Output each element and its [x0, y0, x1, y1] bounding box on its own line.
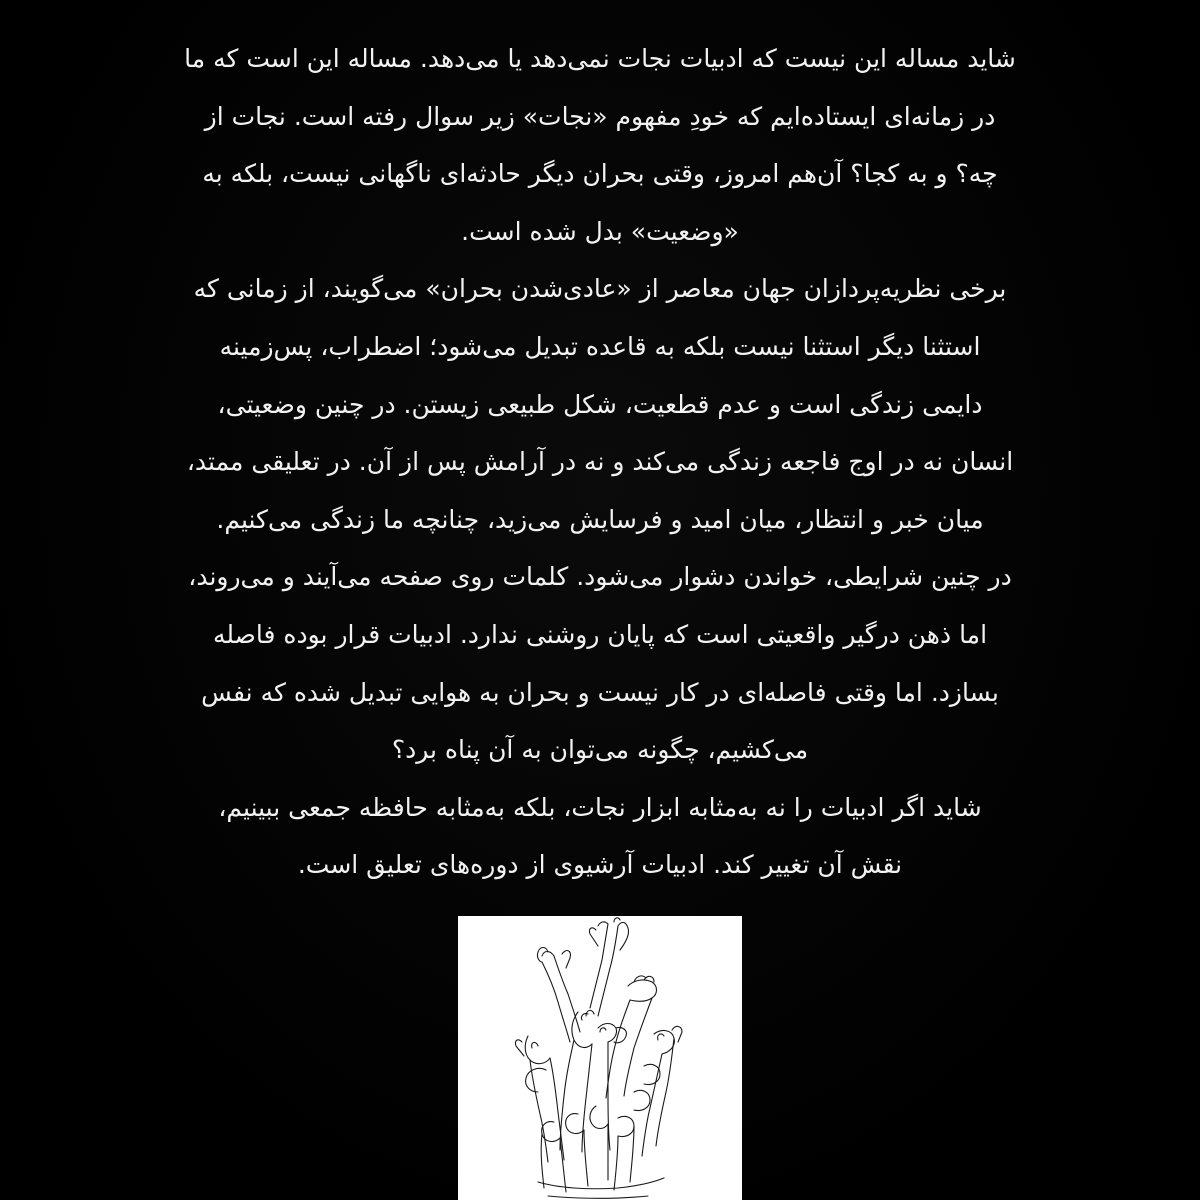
hands-illustration — [458, 916, 742, 1200]
text-line: استثنا دیگر استثنا نیست بلکه به قاعده تبدیل می‌شود؛ اضطراب، پس‌زمینه — [219, 331, 981, 361]
text-line: در چنین شرایطی، خواندن دشوار می‌شود. کلمات روی صفحه می‌آیند و می‌روند، — [188, 562, 1012, 592]
text-line: نقش آن تغییر کند. ادبیات آرشیوی از دوره‌های تعلیق است. — [297, 850, 903, 880]
text-line: شاید اگر ادبیات را نه به‌مثابه ابزار نجات، بلکه به‌مثابه حافظه جمعی ببینیم، — [218, 792, 982, 822]
text-line: میان خبر و انتظار، میان امید و فرسایش می‌زید، چنانچه ما زندگی می‌کنیم. — [216, 504, 984, 534]
text-line: می‌کشیم، چگونه می‌توان به آن پناه برد؟ — [391, 735, 809, 765]
text-line: اما ذهن درگیر واقعیتی است که پایان روشنی ندارد. ادبیات قرار بوده فاصله — [212, 619, 988, 649]
text-line: انسان نه در اوج فاجعه زندگی می‌کند و نه در آرامش پس از آن. در تعلیقی ممتد، — [186, 447, 1014, 477]
text-line: «وضعیت» بدل شده است. — [461, 216, 739, 246]
article-text — [60, 30, 1140, 894]
text-line: در زمانه‌ای ایستاده‌ایم که خودِ مفهوم «نجات» زیر سوال رفته است. نجات از — [204, 101, 996, 131]
reaching-hands-icon — [458, 916, 742, 1200]
text-line: بسازد. اما وقتی فاصله‌ای در کار نیست و بحران به هوایی تبدیل شده که نفس — [201, 677, 999, 707]
text-line: شاید مساله این نیست که ادبیات نجات نمی‌دهد یا می‌دهد. مساله این است که ما — [184, 44, 1016, 73]
text-line: دایمی زندگی است و عدم قطعیت، شکل طبیعی زیستن. در چنین وضعیتی، — [217, 389, 983, 419]
text-line: برخی نظریه‌پردازان جهان معاصر از «عادی‌شدن بحران» می‌گویند، از زمانی که — [193, 274, 1007, 304]
text-line: چه؟ و به کجا؟ آن‌هم امروز، وقتی بحران دیگر حادثه‌ای ناگهانی نیست، بلکه به — [202, 159, 998, 189]
